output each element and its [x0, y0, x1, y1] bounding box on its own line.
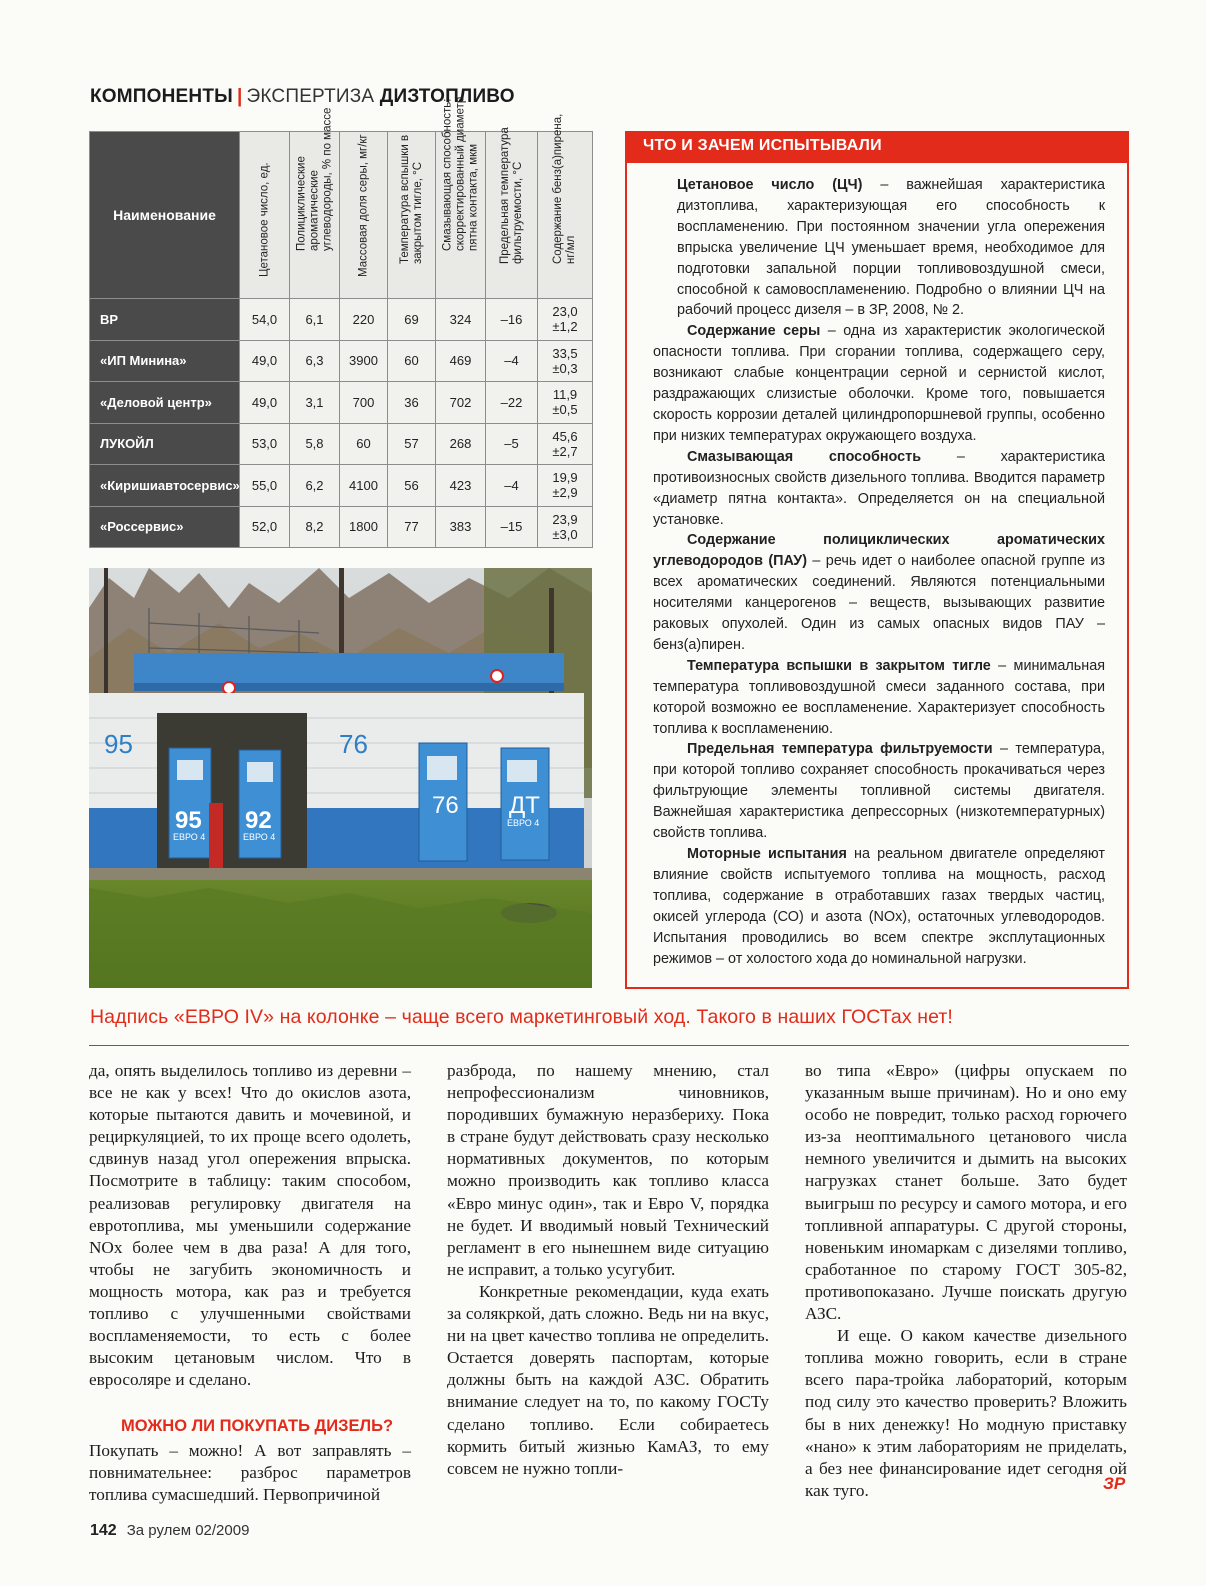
- table-cell: 33,5 ±0,3: [538, 340, 593, 382]
- sidebar-paragraph: [653, 844, 1105, 969]
- table-cell: 8,2: [290, 506, 340, 548]
- table-cell: 36: [388, 382, 436, 424]
- sign-76-text: 76: [339, 729, 368, 759]
- table-cell: 56: [388, 465, 436, 507]
- row-name: ЛУКОЙЛ: [90, 423, 240, 465]
- column-header: Массовая доля серы, мг/кг: [340, 132, 388, 299]
- article-column-3: [805, 1060, 1127, 1502]
- table-cell: 220: [340, 299, 388, 341]
- article-column-2: [447, 1060, 769, 1480]
- table-cell: 23,9 ±3,0: [538, 506, 593, 548]
- sidebar-term: Предельная температура фильтруемости: [687, 741, 993, 758]
- table-cell: 69: [388, 299, 436, 341]
- table-cell: 77: [388, 506, 436, 548]
- row-name: BP: [90, 299, 240, 341]
- table-cell: –5: [486, 423, 538, 465]
- subheading: МОЖНО ЛИ ПОКУПАТЬ ДИЗЕЛЬ?: [121, 1417, 394, 1436]
- sidebar-body: [627, 163, 1127, 969]
- row-name: «Деловой центр»: [90, 382, 240, 424]
- table-cell: –4: [486, 465, 538, 507]
- sidebar-paragraph: [653, 656, 1105, 740]
- pump-95-euro: ЕВРО 4: [173, 832, 206, 842]
- column-header-name: Наименование: [90, 132, 240, 299]
- page-footer: [90, 1522, 249, 1540]
- table-cell: 57: [388, 423, 436, 465]
- table-cell: 45,6 ±2,7: [538, 423, 593, 465]
- fuel-station-photo: [89, 568, 592, 988]
- sidebar-definition: – температура, при которой топливо сохраняет способность прокачиваться через фильтрующие элементы топливной системы двигателя. Важнейшая характеристика депрессорных (низкотемпературных) свойств топлива.: [653, 741, 1105, 842]
- sidebar-paragraph: [653, 447, 1105, 531]
- table-cell: 3900: [340, 340, 388, 382]
- row-name: «ИП Минина»: [90, 340, 240, 382]
- table-cell: 60: [388, 340, 436, 382]
- sidebar-paragraph: [653, 530, 1105, 655]
- pump-95-label: 95: [175, 807, 202, 834]
- table-cell: 3,1: [290, 382, 340, 424]
- table-cell: 60: [340, 423, 388, 465]
- table-row: [90, 382, 593, 424]
- sidebar-definition: – характеристика противоизносных свойств дизельного топлива. Вводится параметр «диаметр пятна контакта». Определяется он на специальной установке.: [653, 448, 1105, 528]
- sidebar-paragraph: [653, 175, 1105, 321]
- table-cell: 52,0: [240, 506, 290, 548]
- topic-name: ДИЗТОПЛИВО: [379, 86, 515, 107]
- sidebar-term: Содержание полициклических ароматических углеводородов (ПАУ): [653, 532, 1105, 570]
- table-cell: 324: [436, 299, 486, 341]
- photo-caption: Надпись «ЕВРО IV» на колонке – чаще всего маркетинговый ход. Такого в наших ГОСТах нет!: [90, 1006, 953, 1028]
- table-cell: 11,9 ±0,5: [538, 382, 593, 424]
- table-cell: –16: [486, 299, 538, 341]
- column-header: Предельная температура фильтруемости, °С: [486, 132, 538, 299]
- pump-dt-label: ДТ: [509, 792, 540, 819]
- sign-95-text: 95: [104, 729, 133, 759]
- sidebar-definition: – речь идет о наиболее опасной группе из всех ароматических соединений. Являются потенциальными носителями канцерогенов – веществ, вызывающих развитие раковых опухолей. Один из самых опасных видов ПАУ – бенз(а)пирен.: [653, 553, 1105, 653]
- table-cell: 423: [436, 465, 486, 507]
- table-cell: 5,8: [290, 423, 340, 465]
- sidebar-definition: – одна из характеристик экологической опасности топлива. При сгорании топлива, содержащего серу, возникают слабые концентрации серной и сернистой кислот, раздражающих слизистые оболочки. Кроме того, повышается скорость коррозии деталей цилиндропоршневой группы, особенно при низких температурах окружающего воздуха.: [653, 323, 1105, 444]
- paragraph: разброда, по нашему мнению, стал непрофессионализм чиновников, породивших бумажную неразбериху. Пока в стране будут действовать сразу несколько нормативных документов, по которым можно производить как топливо класса «Евро минус один», так и Евро V, порядка не будет. И вводимый новый Технический регламент в его нынешнем виде ситуацию не исправит, а только усугубит.: [447, 1061, 769, 1279]
- sidebar-term: Моторные испытания: [687, 846, 847, 862]
- sidebar-definition: – важнейшая характеристика дизтоплива, характеризующая его способность к воспламенению. При постоянном значении угла опережения впрыска увеличение ЦЧ уменьшает время, необходимое для подготовки запальной порции топливовоздушной смеси, способной к самовоспламенению. Подробно о влиянии ЦЧ на рабочий процесс дизеля – в ЗР, 2008, № 2.: [677, 177, 1105, 319]
- table-row: [90, 423, 593, 465]
- pump-dt-euro: ЕВРО 4: [507, 818, 540, 828]
- table-cell: 469: [436, 340, 486, 382]
- table-cell: –22: [486, 382, 538, 424]
- table-cell: –15: [486, 506, 538, 548]
- publication-name: За рулем 02/2009: [126, 1522, 250, 1539]
- row-name: «Россервис»: [90, 506, 240, 548]
- header-separator: |: [236, 86, 243, 107]
- pump-92-euro: ЕВРО 4: [243, 832, 276, 842]
- table-cell: 383: [436, 506, 486, 548]
- paragraph: во типа «Евро» (цифры опускаем по указанным выше причинам). Но и оно ему особо не повредит, только расход горючего из-за неоптимального цетанового числа немного увеличится и дымить на высоких нагрузках станет больше. Зато будет выигрыш по ресурсу и самого мотора, и его топливной аппаратуры. С другой стороны, новеньким иномаркам с дизелями топливо, сработанное по старому ГОСТ 305-82, противопоказано. Лучше поискать другую АЗС.: [805, 1061, 1127, 1324]
- row-name: «Киришиавтосервис»: [90, 465, 240, 507]
- table-cell: 1800: [340, 506, 388, 548]
- table-cell: 702: [436, 382, 486, 424]
- table-row: [90, 340, 593, 382]
- table-cell: –4: [486, 340, 538, 382]
- table-row: [90, 506, 593, 548]
- table-cell: 54,0: [240, 299, 290, 341]
- table-cell: 6,3: [290, 340, 340, 382]
- table-cell: 268: [436, 423, 486, 465]
- sidebar-paragraph: [653, 321, 1105, 446]
- sidebar-term: Содержание серы: [687, 323, 821, 340]
- sidebar-term: Температура вспышки в закрытом тигле: [687, 657, 991, 674]
- end-mark: ЗР: [1103, 1474, 1126, 1493]
- pump-92-label: 92: [245, 807, 272, 834]
- subsection-name: ЭКСПЕРТИЗА: [246, 86, 375, 107]
- table-cell: 49,0: [240, 340, 290, 382]
- pump-76-label: 76: [432, 792, 459, 819]
- table-cell: 700: [340, 382, 388, 424]
- table-cell: 6,2: [290, 465, 340, 507]
- column-header: Содержание бенз(а)пирена, нг/мл: [538, 132, 593, 299]
- table-cell: 49,0: [240, 382, 290, 424]
- table-cell: 23,0 ±1,2: [538, 299, 593, 341]
- table-cell: 19,9 ±2,9: [538, 465, 593, 507]
- column-header: Цетановое число, ед.: [240, 132, 290, 299]
- column-header: Полициклические ароматические углеводороды, % по массе: [290, 132, 340, 299]
- column-header: Температура вспышки в закрытом тигле, °С: [388, 132, 436, 299]
- table-cell: 4100: [340, 465, 388, 507]
- sidebar-definition: – минимальная температура топливовоздушной смеси заданного состава, при которой возможно ее воспламенение. Характеризует способность топлива к воспламенению.: [653, 657, 1106, 737]
- page-number: 142: [90, 1522, 117, 1539]
- paragraph: И еще. О каком качестве дизельного топлива можно говорить, если в стране всего пара-тройка лабораторий, которым под силу это качество проверить? Вложить бы в них денежку! Но модную приставку «нано» к этим лабораториям не приделать, а без нее финансирование идет сегодня ой как туго.: [805, 1326, 1127, 1500]
- sidebar-definition: на реальном двигателе определяют влияние свойств испытуемого топлива на мощность, расход топлива, содержание в отработавших газах твердых частиц, окисей углерода (СО) и азота (NOx), остаточных углеводородов. Испытания проводились во всем спектре эксплутационных режимов – от холостого хода до номинальной нагрузки.: [653, 846, 1105, 967]
- paragraph: Покупать – можно! А вот заправлять – повнимательнее: разброс параметров топлива сумасшедший. Первопричиной: [89, 1440, 411, 1504]
- section-name: КОМПОНЕНТЫ: [90, 86, 233, 107]
- column-header: Смазывающая способность: скорректированный диаметр пятна контакта, мкм: [436, 132, 486, 299]
- caption-divider: [89, 1045, 1129, 1046]
- table-cell: 53,0: [240, 423, 290, 465]
- article-column-1: [89, 1060, 411, 1506]
- paragraph: да, опять выделилось топливо из деревни – все не как у всех! Что до окислов азота, которые пытаются давить и мочевиной, и рециркуляцией, то их проще всего одолеть, сдвинув назад угол опережения впрыска. Посмотрите в таблицу: таким способом, реализовав регулировку двигателя на евротоплива, мы уменьшили содержание NOx более чем в два раза! А для того, чтобы не загубить экономичность и мощность мотора, как раз и требуется топливо с улучшенными свойствами воспламеняемости, то есть с более высоким цетановым числом. Что в евросоляре и сделано.: [89, 1061, 411, 1390]
- sidebar-box: [625, 131, 1129, 989]
- table-row: [90, 299, 593, 341]
- table-row: [90, 465, 593, 507]
- sidebar-term: Цетановое число (ЦЧ): [677, 177, 863, 193]
- sidebar-title: ЧТО И ЗАЧЕМ ИСПЫТЫВАЛИ: [627, 133, 1127, 163]
- paragraph: Конкретные рекомендации, куда ехать за солякркой, дать сложно. Ведь ни на вкус, ни на цвет качество топлива не определить. Остается доверять паспортам, которые должны быть на каждой АЗС. Обратить внимание следует на то, по какому ГОСТу сделано топливо. Если собираетесь кормить битый жизнью КамАЗ, то ему совсем не нужно топли-: [447, 1281, 769, 1478]
- sidebar-term: Смазывающая способность: [687, 448, 922, 465]
- sidebar-paragraph: [653, 739, 1105, 844]
- table-header-row: [90, 132, 593, 299]
- table-cell: 55,0: [240, 465, 290, 507]
- table-cell: 6,1: [290, 299, 340, 341]
